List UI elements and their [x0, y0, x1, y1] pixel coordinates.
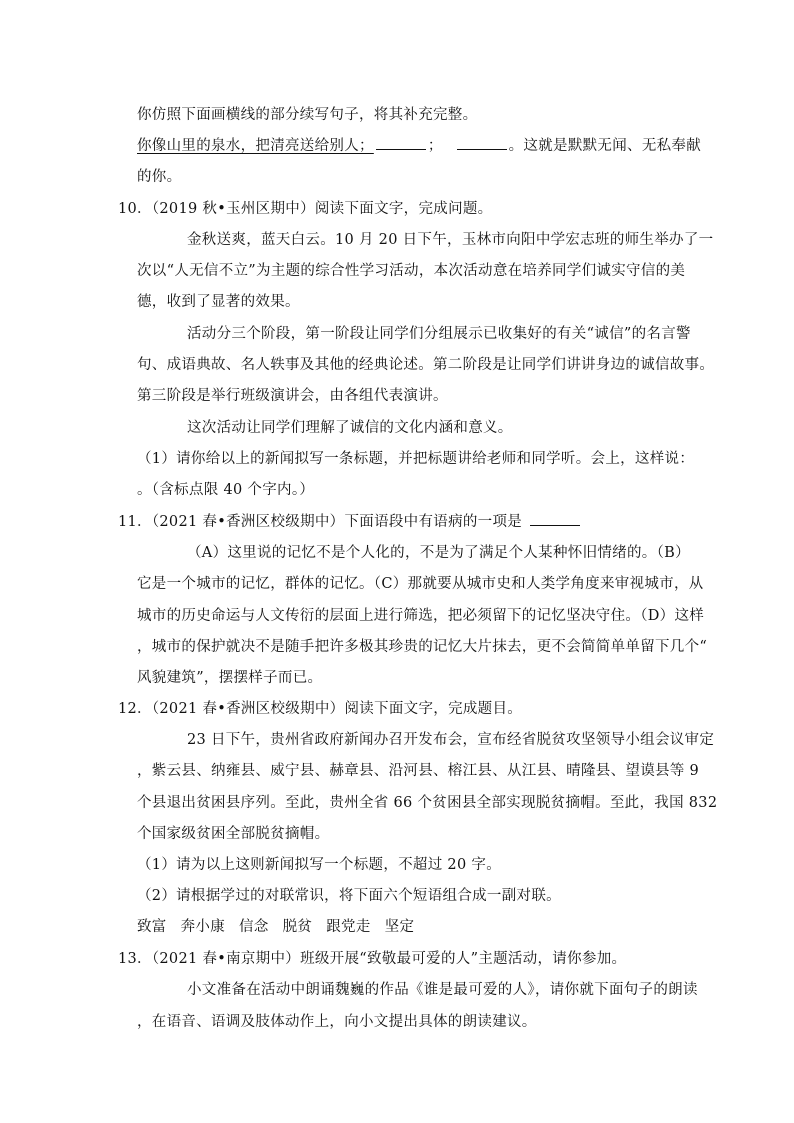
q12-phrase: 坚定	[384, 919, 415, 935]
q11-line5: 风貌建筑”，摆摆样子而已。	[137, 670, 323, 686]
q11-line1: （A）这里说的记忆不是个人化的，不是为了满足个人某种怀旧情绪的。（B）	[187, 545, 690, 561]
q12-phrase-list	[137, 915, 428, 936]
q10-number: 10．	[118, 201, 152, 217]
q10-p1-line3: 德，收到了显著的效果。	[137, 294, 300, 310]
q11-line2: 它是一个城市的记忆，群体的记忆。（C）那就要从城市史和人类学角度来审视城市，从	[137, 576, 704, 592]
q13-number: 13．	[118, 951, 152, 967]
q11-source: （2021 春•香洲区校级期中）下面语段中有语病的一项是	[151, 514, 523, 530]
q11-line4: ，城市的保护就决不是随手把许多极其珍贵的记忆大片抹去，更不会简简单单留下几个“	[137, 639, 708, 655]
q9-sentence-line	[137, 134, 701, 155]
q12-phrase: 奔小康	[180, 919, 226, 935]
q10-source: （2019 秋•玉州区期中）阅读下面文字，完成问题。	[151, 201, 493, 217]
q12-phrase: 信念	[239, 919, 269, 935]
q13-line2: ，在语音、语调及肢体动作上，向小文提出具体的朗读建议。	[137, 1014, 537, 1030]
q9-blank-2[interactable]	[457, 135, 507, 150]
q13-source: （2021 春•南京期中）班级开展“致敬最可爱的人”主题活动，请你参加。	[151, 951, 627, 967]
q12-source: （2021 春•香洲区校级期中）阅读下面文字，完成题目。	[151, 701, 523, 717]
q13-header	[118, 947, 626, 968]
q11-header	[118, 510, 582, 531]
q10-sub1-line2: 。（含标点限 40 个字内。）	[137, 482, 315, 498]
q12-line2: ，紫云县、纳雍县、威宁县、赫章县、沿河县、榕江县、从江县、晴隆县、望谟县等 9	[137, 763, 700, 779]
q10-p2-line1: 活动分三个阶段，第一阶段让同学们分组展示已收集好的有关“诚信”的名言警	[187, 326, 691, 342]
q12-line1: 23 日下午，贵州省政府新闻办召开发布会，宣布经省脱贫攻坚领导小组会议审定	[187, 732, 715, 748]
q10-sub1-line1: （1）请你给以上的新闻拟写一条标题，并把标题讲给老师和同学听。会上，这样说：	[137, 451, 695, 467]
q9-instruction: 你仿照下面画横线的部分续写句子，将其补充完整。	[137, 107, 478, 123]
q12-sub2: （2）请根据学过的对联常识，将下面六个短语组合成一副对联。	[137, 888, 561, 904]
q10-p3: 这次活动让同学们理解了诚信的文化内涵和意义。	[187, 420, 513, 436]
q10-p2-line3: 第三阶段是举行班级演讲会，由各组代表演讲。	[137, 388, 448, 404]
q12-header	[118, 697, 522, 718]
q10-header	[118, 197, 492, 218]
q12-sub1: （1）请为以上这则新闻拟写一个标题，不超过 20 字。	[137, 857, 501, 873]
q9-separator: ；	[427, 138, 443, 154]
q10-p1-line2: 次以“人无信不立”为主题的综合性学习活动，本次活动意在培养同学们诚实守信的美	[137, 263, 686, 279]
q9-sentence-rest: 。这就是默默无闻、无私奉献	[508, 138, 702, 154]
q12-phrase: 脱贫	[282, 919, 313, 935]
q11-number: 11．	[118, 514, 152, 530]
q12-phrase: 致富	[137, 919, 167, 935]
q11-line3: 城市的历史命运与人文传衍的层面上进行筛选，把必须留下的记忆坚决守住。（D）这样	[137, 608, 705, 624]
q12-phrase: 跟党走	[326, 919, 371, 935]
q11-answer-blank[interactable]	[530, 511, 580, 526]
q12-line4: 个国家级贫困全部脱贫摘帽。	[137, 826, 330, 842]
q9-blank-1[interactable]	[376, 135, 426, 150]
q12-number: 12．	[118, 701, 152, 717]
q9-sentence-end: 的你。	[137, 169, 182, 185]
q10-p2-line2: 句、成语典故、名人轶事及其他的经典论述。第二阶段是让同学们讲讲身边的诚信故事。	[137, 357, 715, 373]
q12-line3: 个县退出贫困县序列。至此，贵州全省 66 个贫困县全部实现脱贫摘帽。至此，我国 832	[137, 795, 718, 811]
q13-line1: 小文准备在活动中朗诵魏巍的作品《谁是最可爱的人》，请你就下面句子的朗读	[187, 982, 698, 998]
q10-p1-line1: 金秋送爽，蓝天白云。10 月 20 日下午，玉林市向阳中学宏志班的师生举办了一	[187, 232, 714, 248]
q9-underlined-example: 你像山里的泉水，把清亮送给别人；	[137, 138, 374, 154]
